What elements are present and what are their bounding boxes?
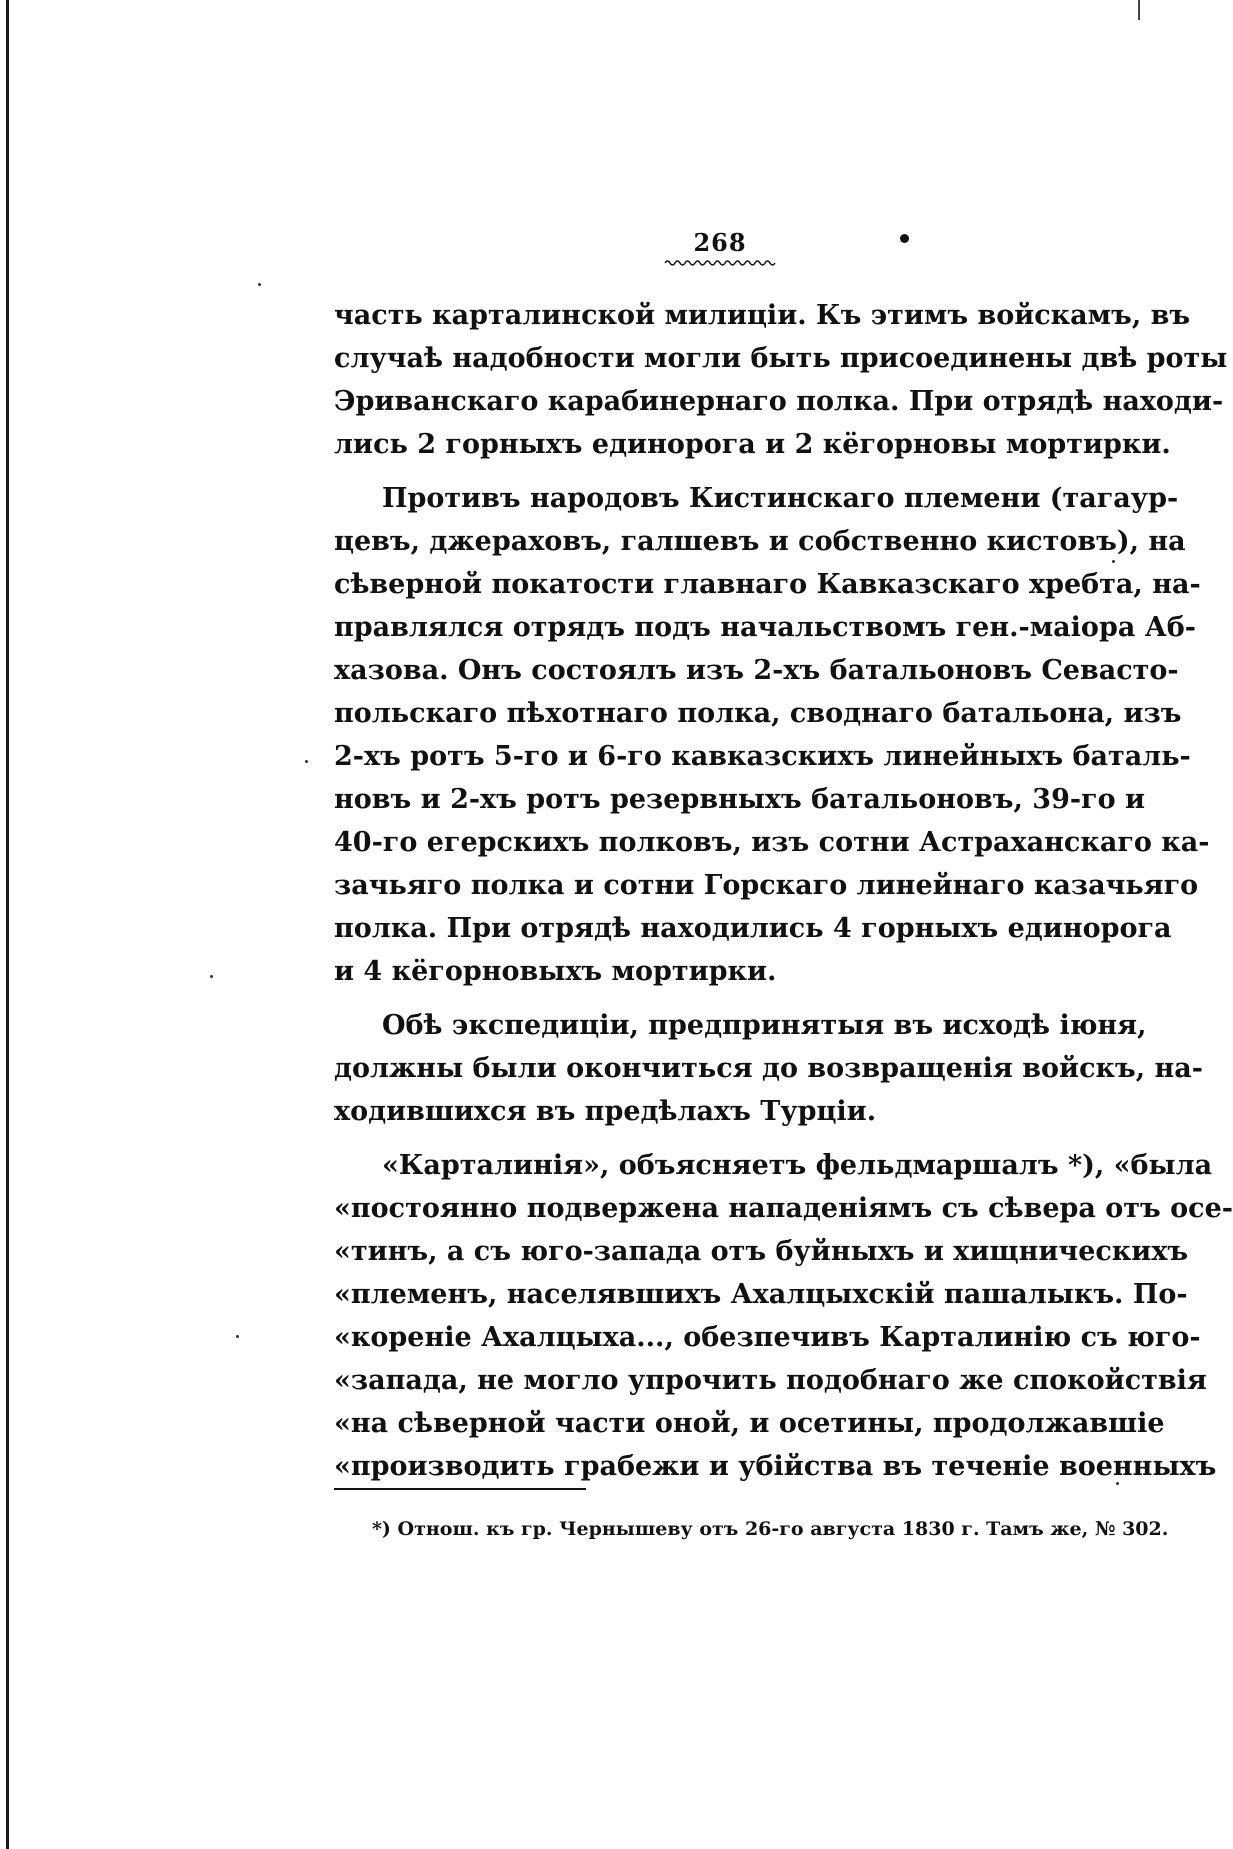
text-line: и 4 кёгорновыхъ мортирки.	[334, 956, 777, 987]
text-line: Противъ народовъ Кистинскаго племени (тагаур-	[382, 483, 1179, 514]
text-line: новъ и 2-хъ ротъ резервныхъ батальоновъ, 39-го и	[334, 784, 1146, 815]
text-line: цевъ, джераховъ, галшевъ и собственно кистовъ), на	[334, 526, 1186, 557]
header-dot	[900, 234, 909, 243]
text-line: «постоянно подвержена нападеніямъ съ сѣвера отъ осе-	[334, 1193, 1233, 1224]
text-line: польскаго пѣхотнаго полка, своднаго батальона, изъ	[334, 698, 1182, 729]
scan-speck	[210, 975, 213, 978]
text-line: 40-го егерскихъ полковъ, изъ сотни Астраханскаго ка-	[334, 827, 1210, 858]
scan-binding-edge	[6, 0, 9, 1849]
scan-speck	[1116, 1482, 1119, 1485]
text-line: хазова. Онъ состоялъ изъ 2-хъ батальоновъ Севасто-	[334, 655, 1179, 686]
text-line: «кореніе Ахалцыха..., обезпечивъ Карталинію съ юго-	[334, 1322, 1201, 1353]
page-header	[640, 228, 800, 267]
text-line: «запада, не могло упрочить подобнаго же спокойствія	[334, 1365, 1207, 1396]
text-line: правлялся отрядъ подъ начальствомъ ген.-маіора Аб-	[334, 612, 1196, 643]
text-line: часть карталинской милиціи. Къ этимъ войскамъ, въ	[334, 300, 1191, 331]
scan-speck	[305, 760, 308, 763]
text-line: «производить грабежи и убійства въ теченіе военныхъ	[334, 1451, 1217, 1482]
wavy-underline	[665, 259, 775, 267]
text-line: «тинъ, а съ юго-запада отъ буйныхъ и хищническихъ	[334, 1236, 1189, 1267]
text-line: должны были окончиться до возвращенія войскъ, на-	[334, 1053, 1203, 1084]
body-text	[334, 294, 1233, 1488]
text-line: полка. При отрядѣ находились 4 горныхъ единорога	[334, 913, 1172, 944]
text-line: ходившихся въ предѣлахъ Турціи.	[334, 1096, 877, 1127]
scan-speck	[258, 283, 261, 286]
text-line: сѣверной покатости главнаго Кавказскаго хребта, на-	[334, 569, 1201, 600]
text-line: случаѣ надобности могли быть присоединены двѣ роты	[334, 343, 1228, 374]
text-line: Эриванскаго карабинернаго полка. При отрядѣ находи-	[334, 386, 1224, 417]
text-line: Обѣ экспедиціи, предпринятыя въ исходѣ іюня,	[382, 1010, 1147, 1041]
text-line: лись 2 горныхъ единорога и 2 кёгорновы мортирки.	[334, 429, 1171, 460]
scan-speck	[236, 1335, 239, 1338]
scan-speck	[1112, 560, 1115, 563]
text-line: «племенъ, населявшихъ Ахалцыхскій пашалыкъ. По-	[334, 1279, 1188, 1310]
footnote-divider	[334, 1488, 586, 1490]
text-line: зачьяго полка и сотни Горскаго линейнаго казачьяго	[334, 870, 1199, 901]
footnote: *) Отнош. къ гр. Чернышеву отъ 26-го августа 1830 г. Тамъ же, № 302.	[372, 1518, 1169, 1540]
scan-edge-mark	[1138, 0, 1140, 20]
page-number: 268	[693, 228, 747, 257]
text-line: «Карталинія», объясняетъ фельдмаршалъ *), «была	[382, 1150, 1213, 1181]
text-line: «на сѣверной части оной, и осетины, продолжавшіе	[334, 1408, 1165, 1439]
text-line: 2-хъ ротъ 5-го и 6-го кавказскихъ линейныхъ баталь-	[334, 741, 1191, 772]
